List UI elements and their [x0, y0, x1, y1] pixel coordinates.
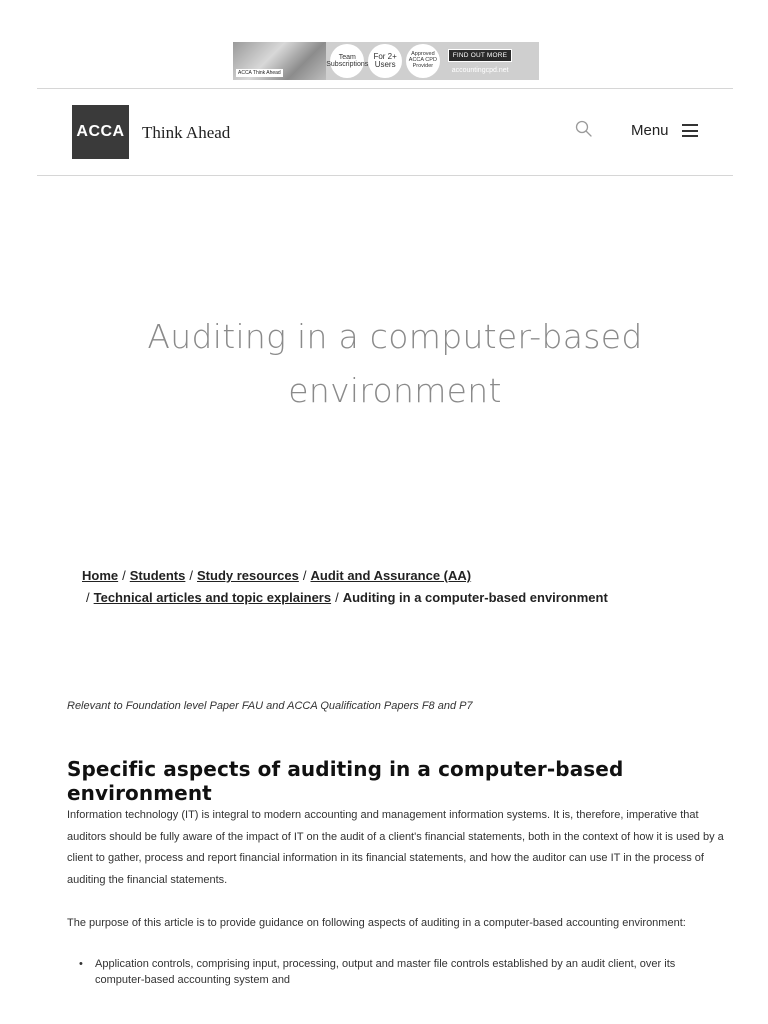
breadcrumb-home[interactable]: Home — [82, 568, 119, 583]
ad-banner[interactable] — [233, 42, 539, 80]
ad-badge-users: For 2+ Users — [368, 44, 402, 78]
ad-logo-text: ACCA Think Ahead — [238, 70, 281, 76]
article-paragraph: Information technology (IT) is integral to modern accounting and management information systems. It is, therefore, imperative that auditors should be fully aware of the impact of IT on the audit of a client's financial statements, both in the context of how it is used by a client to gather, process and report financial information in its financial statements, and how the auditor can use IT in the process of auditing the financial statements. — [67, 809, 724, 886]
relevance-note: Relevant to Foundation level Paper FAU and ACCA Qualification Papers F8 and P7 — [67, 700, 473, 712]
breadcrumb-study-resources[interactable]: Study resources — [197, 568, 299, 583]
section-heading: Specific aspects of auditing in a computer-based environment — [67, 757, 624, 805]
ad-cta-button[interactable]: FIND OUT MORE — [448, 49, 512, 62]
menu-label: Menu — [631, 122, 669, 139]
acca-logo[interactable]: ACCA — [72, 105, 129, 159]
ad-site-text: accountingcpd.net — [451, 66, 509, 74]
ad-image — [233, 42, 326, 80]
menu-button[interactable] — [631, 122, 698, 139]
ad-badge-team: Team Subscriptions — [330, 44, 364, 78]
article-bullet-list — [79, 957, 719, 988]
breadcrumb-students[interactable]: Students — [129, 568, 186, 583]
page-title: Auditing in a computer-based environment — [147, 317, 643, 410]
breadcrumb-technical-articles[interactable]: Technical articles and topic explainers — [93, 590, 332, 605]
divider — [37, 88, 733, 89]
article-paragraph: The purpose of this article is to provide guidance on following aspects of auditing in a computer-based accounting environment: — [67, 917, 686, 929]
breadcrumb: Home / Students / Study resources / Audit and Assurance (AA) / Technical articles and topic explainers / Auditing in a computer-based environment — [82, 568, 608, 605]
hamburger-icon — [682, 124, 698, 137]
search-button[interactable] — [574, 119, 594, 139]
list-item: • Application controls, comprising input, processing, output and master file controls established by an audit client, over its computer-based accounting system and — [79, 957, 719, 988]
breadcrumb-audit-assurance[interactable]: Audit and Assurance (AA) — [310, 568, 472, 583]
divider — [37, 175, 733, 176]
breadcrumb-current: Auditing in a computer-based environment — [342, 590, 608, 605]
site-tagline: Think Ahead — [142, 123, 231, 142]
ad-badge-approved: Approved ACCA CPD Provider — [406, 44, 440, 78]
search-icon — [574, 119, 594, 139]
